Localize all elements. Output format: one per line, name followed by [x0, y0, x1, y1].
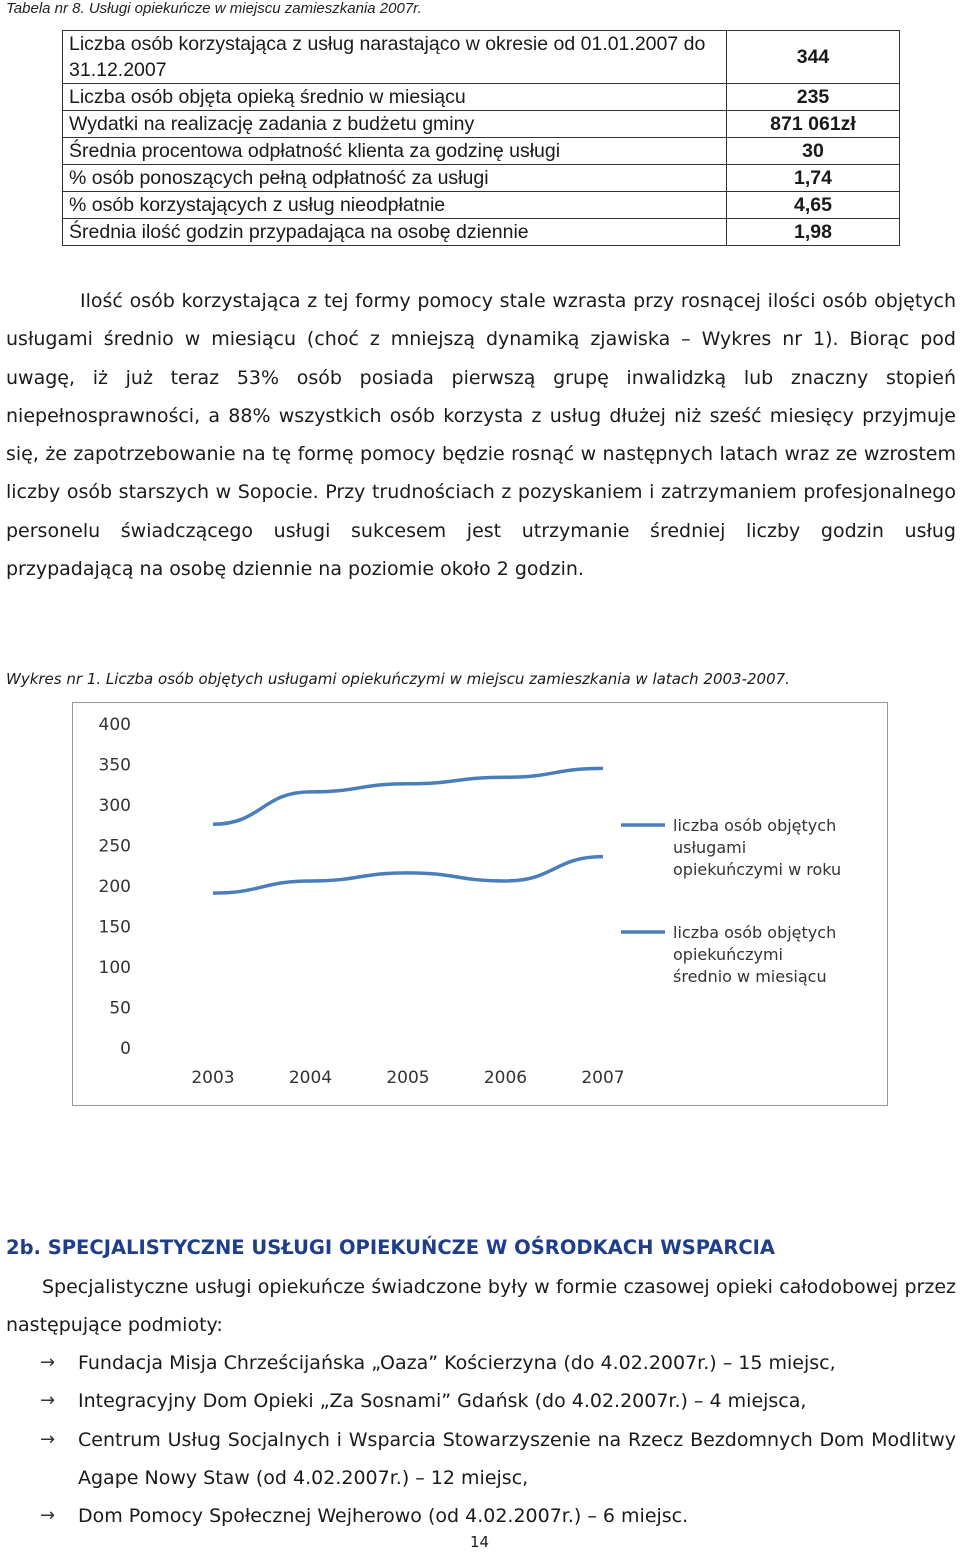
y-tick-label: 300: [98, 796, 131, 816]
y-tick-label: 400: [98, 715, 131, 735]
x-tick-label: 2007: [581, 1068, 625, 1088]
y-tick-label: 0: [120, 1039, 131, 1059]
table-cell-label: Średnia ilość godzin przypadająca na osobę dziennie: [63, 219, 727, 246]
figure-caption: Wykres nr 1. Liczba osób objętych usługami opiekuńczymi w miejscu zamieszkania w latach 2003-2007.: [6, 670, 790, 688]
description-paragraph: [6, 282, 956, 588]
series-line: [213, 857, 603, 893]
table-cell-value: 1,98: [727, 219, 900, 246]
table-cell-value: 871 061zł: [727, 111, 900, 138]
table-caption: Tabela nr 8. Usługi opiekuńcze w miejscu zamieszkania 2007r.: [6, 0, 422, 17]
services-table: [62, 30, 900, 246]
list-item: [6, 1344, 956, 1382]
paragraph-first-sentence: Ilość osób korzystająca z tej formy pomocy stale wzrasta przy rosnącej ilości osób objętych usługami średnio w miesiącu (choć z mniejszą dynamiką zjawiska – Wykres nr 1).: [6, 290, 956, 351]
table-row: [63, 84, 900, 111]
section-intro: [6, 1268, 956, 1345]
table-row: [63, 165, 900, 192]
list-item: [6, 1421, 956, 1498]
services-table-body: [63, 31, 900, 246]
x-tick-label: 2005: [386, 1068, 430, 1088]
arrow-right-icon: →: [40, 1352, 56, 1373]
list-item-text: Centrum Usług Socjalnych i Wsparcia Stowarzyszenie na Rzecz Bezdomnych Dom Modlitwy Agape Nowy Staw (od 4.02.2007r.) – 12 miejsc,: [78, 1428, 956, 1489]
line-chart: [72, 702, 888, 1106]
list-item-text: Integracyjny Dom Opieki „Za Sosnami” Gdańsk (do 4.02.2007r.) – 4 miejsca,: [78, 1390, 807, 1413]
paragraph-rest: Biorąc pod uwagę, iż już teraz 53% osób posiada pierwszą grupę inwalidzką lub znaczny stopień niepełnosprawności, a 88% wszystkich osób korzysta z usług dłużej niż sześć miesięcy przyjmuje się, że zapotrzebowanie na tę formę pomocy będzie rosnąć w następnych latach wraz ze wzrostem liczby osób starszych w Sopocie. Przy trudnościach z pozyskaniem i zatrzymaniem profesjonalnego personelu świadczącego usługi sukcesem jest utrzymanie średniej liczby godzin usług przypadającą na osobę dziennie na poziomie około 2 godzin.: [6, 328, 956, 581]
y-tick-label: 200: [98, 877, 131, 897]
arrow-right-icon: →: [40, 1505, 56, 1527]
x-tick-label: 2003: [191, 1068, 235, 1088]
y-tick-label: 350: [98, 755, 131, 776]
y-tick-label: 250: [98, 836, 131, 857]
section-intro-text: Specjalistyczne usługi opiekuńcze świadczone były w formie czasowej opieki całodobowej przez następujące podmioty:: [6, 1276, 956, 1337]
table-row: [63, 192, 900, 219]
table-cell-label: Liczba osób objęta opieką średnio w miesiącu: [63, 84, 727, 111]
table-row: [63, 138, 900, 165]
list-item: [6, 1497, 956, 1535]
arrow-right-icon: →: [40, 1390, 56, 1412]
table-row: [63, 111, 900, 138]
table-cell-label: Liczba osób korzystająca z usług narastająco w okresie od 01.01.2007 do 31.12.2007: [63, 31, 727, 84]
table-row: [63, 31, 900, 84]
table-cell-label: % osób korzystających z usług nieodpłatnie: [63, 192, 727, 219]
y-tick-label: 150: [98, 917, 131, 938]
table-cell-value: 344: [727, 31, 900, 84]
table-cell-value: 30: [727, 138, 900, 165]
table-row: [63, 219, 900, 246]
table-cell-label: Średnia procentowa odpłatność klienta za godzinę usługi: [63, 138, 727, 165]
y-tick-label: 100: [98, 958, 131, 978]
table-cell-value: 1,74: [727, 165, 900, 192]
y-tick-label: 50: [109, 998, 131, 1019]
list-item-text: Fundacja Misja Chrześcijańska „Oaza” Kościerzyna (do 4.02.2007r.) – 15 miejsc,: [78, 1352, 836, 1374]
legend-label: liczba osób objętych opiekuńczymi średnio w miesiącu: [673, 923, 837, 986]
section-title: 2b. SPECJALISTYCZNE USŁUGI OPIEKUŃCZE W OŚRODKACH WSPARCIA: [6, 1236, 776, 1259]
chart-svg: [73, 703, 889, 1107]
list-item: [6, 1382, 956, 1420]
x-tick-label: 2004: [288, 1068, 333, 1088]
series-line: [213, 768, 603, 824]
legend-label: liczba osób objętych usługami opiekuńczymi w roku: [673, 816, 842, 879]
table-cell-value: 4,65: [727, 192, 900, 219]
page-number: 14: [470, 1533, 490, 1551]
table-cell-label: Wydatki na realizację zadania z budżetu gminy: [63, 111, 727, 138]
table-cell-value: 235: [727, 84, 900, 111]
arrow-right-icon: →: [40, 1428, 56, 1450]
entity-list: [6, 1344, 956, 1535]
x-tick-label: 2006: [483, 1068, 528, 1088]
list-item-text: Dom Pomocy Społecznej Wejherowo (od 4.02.2007r.) – 6 miejsc.: [78, 1505, 689, 1528]
table-cell-label: % osób ponoszących pełną odpłatność za usługi: [63, 165, 727, 192]
